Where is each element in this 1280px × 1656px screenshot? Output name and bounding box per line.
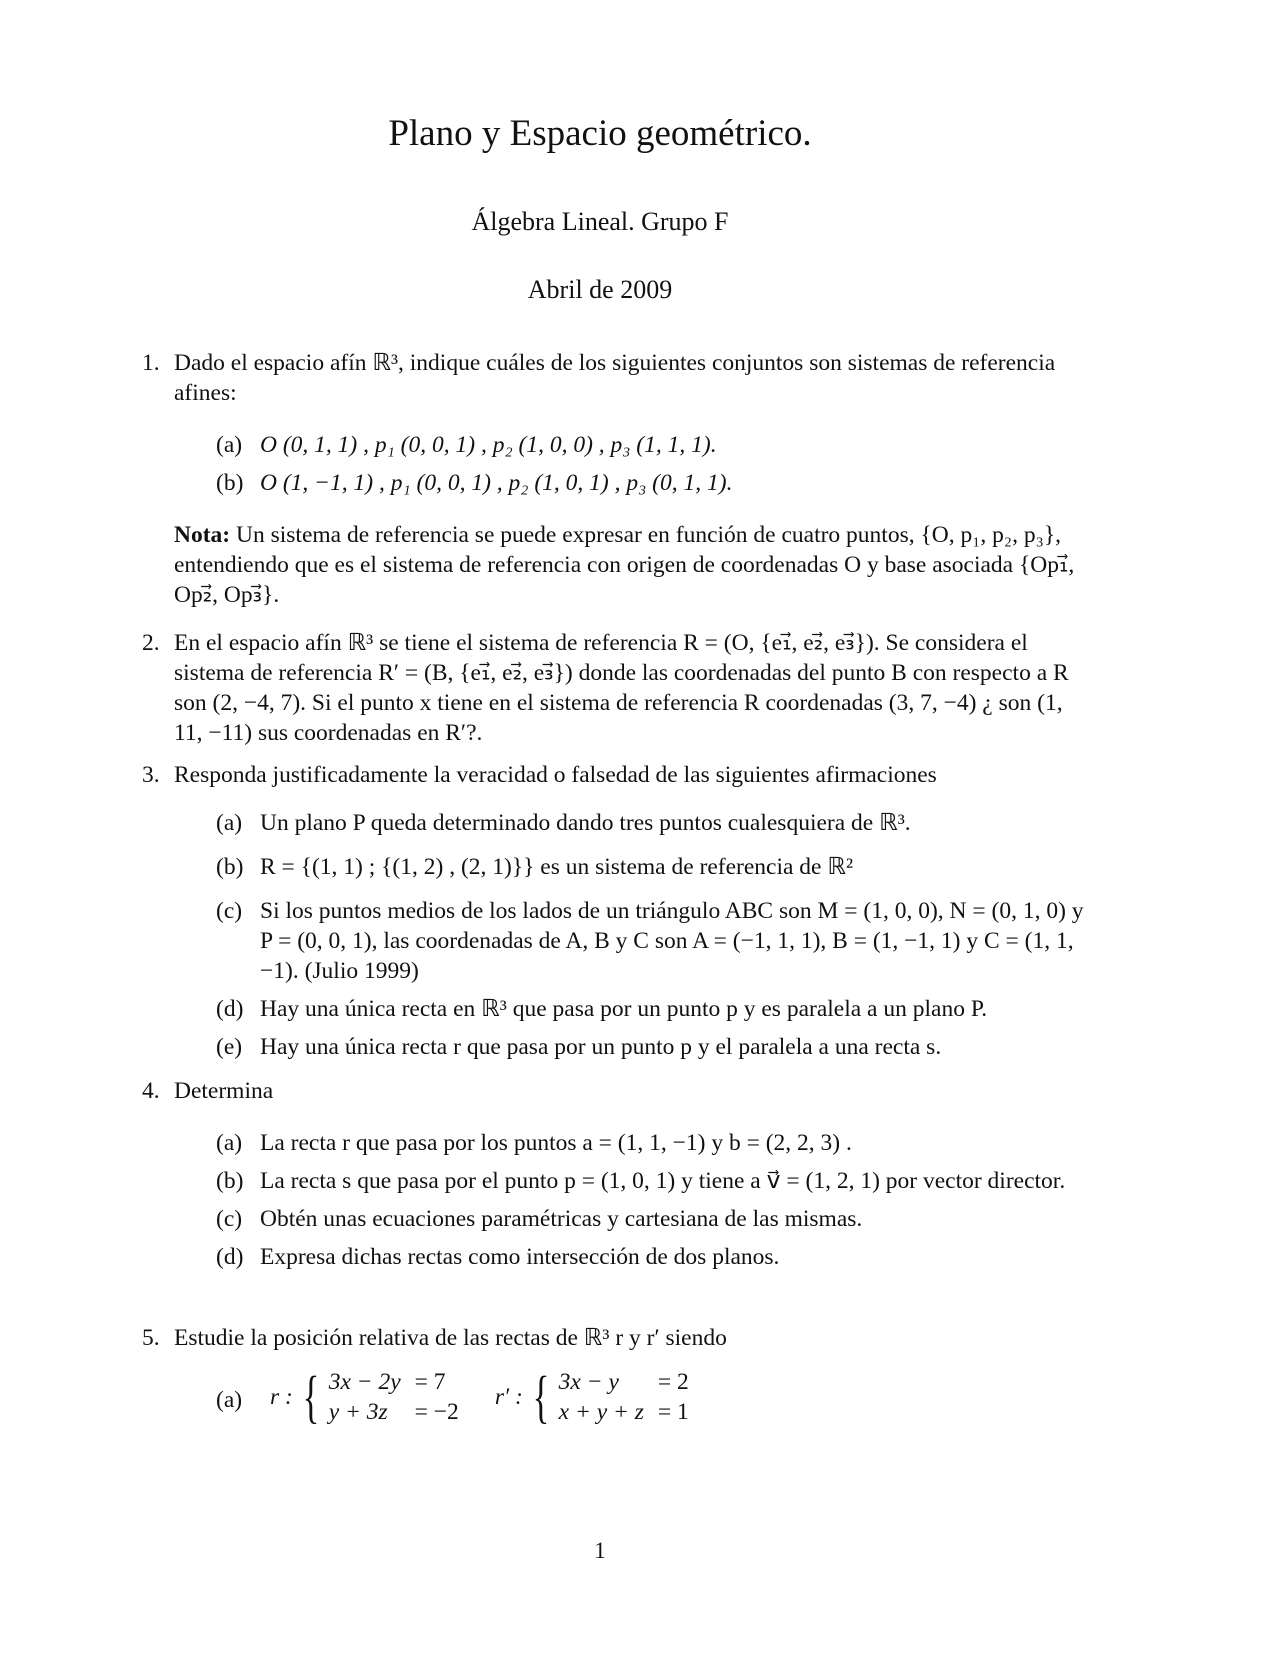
exercise-number: 1. [142, 350, 160, 376]
exercise-number: 2. [142, 630, 160, 656]
item-c [216, 1204, 1090, 1234]
item-label: (c) [216, 1206, 243, 1232]
exercise-1 [142, 348, 1090, 610]
exercise-2 [142, 628, 1090, 748]
item-label: (e) [216, 1034, 243, 1060]
item-text: La recta s que pasa por el punto p = (1, 0, 1) y tiene a v⃗ = (1, 2, 1) por vector director. [260, 1168, 1066, 1194]
exercise-statement: En el espacio afín ℝ³ se tiene el sistema de referencia R = (O, {e₁⃗, e₂⃗, e₃⃗}). Se considera el sistema de referencia R′ = (B, {e₁⃗, e₂⃗, e₃⃗}) donde las coordenadas del punto B con respecto a R son (2, −4, 7). Si el punto x tiene en el sistema de referencia R coordenadas (3, 7, −4) ¿ son (1, 11, −11) sus coordenadas en R′?. [174, 630, 1069, 746]
document-date: Abril de 2009 [527, 275, 673, 304]
item-a [216, 1128, 1090, 1158]
note-paragraph [174, 520, 1090, 610]
item-e [216, 1032, 1090, 1062]
item-d [216, 1242, 1090, 1272]
left-brace-icon: { [532, 1364, 550, 1429]
item-text: Hay una única recta en ℝ³ que pasa por un punto p y es paralela a un plano P. [260, 996, 988, 1022]
item-a [216, 430, 1090, 460]
exercise-3 [142, 760, 1090, 1062]
line-r-prime-name: r′ : [494, 1384, 523, 1410]
item-text: Obtén unas ecuaciones paramétricas y cartesiana de las mismas. [260, 1206, 863, 1232]
equation-rhs: = 2 [657, 1369, 689, 1395]
item-b [216, 1166, 1090, 1196]
item-label: (a) [216, 810, 243, 836]
note-heading: Nota: [174, 522, 231, 548]
item-label: (a) [216, 1130, 243, 1156]
item-text: Hay una única recta r que pasa por un punto p y el paralela a una recta s. [260, 1034, 942, 1060]
note-text: Un sistema de referencia se puede expresar en función de cuatro puntos, {O, p₁, p₂, p₃}, entendiendo que es el sistema de referencia con origen de coordenadas O y base asociada {Op₁⃗, Op₂⃗, Op₃⃗}. [174, 522, 1075, 608]
exercise-statement: Responda justificadamente la veracidad o falsedad de las siguientes afirmaciones [174, 762, 937, 788]
document-subtitle: Álgebra Lineal. Grupo F [471, 207, 729, 236]
item-text: O (1, −1, 1) , p₁ (0, 0, 1) , p₂ (1, 0, 1) , p₃ (0, 1, 1). [260, 470, 733, 496]
equation-lhs: 3x − y [558, 1369, 619, 1395]
item-label: (b) [216, 470, 244, 496]
document-title: Plano y Espacio geométrico. [388, 113, 812, 154]
item-a [216, 808, 1090, 838]
equation-rhs: = 1 [657, 1399, 689, 1425]
system-r [293, 1364, 459, 1429]
item-b [216, 852, 1090, 882]
item-a [216, 1364, 1090, 1429]
exercise-statement: Dado el espacio afín ℝ³, indique cuáles de los siguientes conjuntos son sistemas de referencia afines: [174, 350, 1056, 406]
item-label: (a) [216, 1387, 243, 1413]
exercise-5 [142, 1323, 1090, 1427]
item-label: (d) [216, 996, 244, 1022]
equation-lhs: 3x − 2y [328, 1369, 401, 1395]
exercise-number: 4. [142, 1078, 160, 1104]
item-text: La recta r que pasa por los puntos a = (1, 1, −1) y b = (2, 2, 3) . [260, 1130, 852, 1156]
equation-lhs: y + 3z [328, 1399, 388, 1425]
item-c [216, 896, 1090, 986]
exercise-number: 3. [142, 762, 160, 788]
system-r-prime [523, 1364, 689, 1429]
exercise-statement: Determina [174, 1078, 274, 1104]
exercise-statement: Estudie la posición relativa de las rectas de ℝ³ r y r′ siendo [174, 1325, 727, 1351]
item-label: (b) [216, 854, 244, 880]
item-text: Si los puntos medios de los lados de un triángulo ABC son M = (1, 0, 0), N = (0, 1, 0) y P = (0, 0, 1), las coordenadas de A, B y C son A = (−1, 1, 1), B = (1, −1, 1) y C = (1, 1, −1). (Julio 1999) [260, 898, 1084, 984]
item-label: (c) [216, 898, 243, 924]
item-text: Un plano P queda determinado dando tres puntos cualesquiera de ℝ³. [260, 810, 911, 836]
line-r-name: r : [270, 1384, 293, 1410]
item-text: R = {(1, 1) ; {(1, 2) , (2, 1)}} es un sistema de referencia de ℝ² [260, 854, 854, 880]
page-number: 1 [594, 1538, 606, 1563]
equation-rhs: = 7 [414, 1369, 446, 1395]
equation-lhs: x + y + z [558, 1399, 644, 1425]
exercise-4 [142, 1076, 1090, 1272]
equation-rhs: = −2 [414, 1399, 459, 1425]
item-text: O (0, 1, 1) , p₁ (0, 0, 1) , p₂ (1, 0, 0) , p₃ (1, 1, 1). [260, 432, 717, 458]
item-b [216, 468, 1090, 498]
item-label: (b) [216, 1168, 244, 1194]
exercise-number: 5. [142, 1325, 160, 1351]
left-brace-icon: { [302, 1364, 320, 1429]
item-label: (d) [216, 1244, 244, 1270]
item-label: (a) [216, 432, 243, 458]
item-d [216, 994, 1090, 1024]
item-text: Expresa dichas rectas como intersección de dos planos. [260, 1244, 780, 1270]
